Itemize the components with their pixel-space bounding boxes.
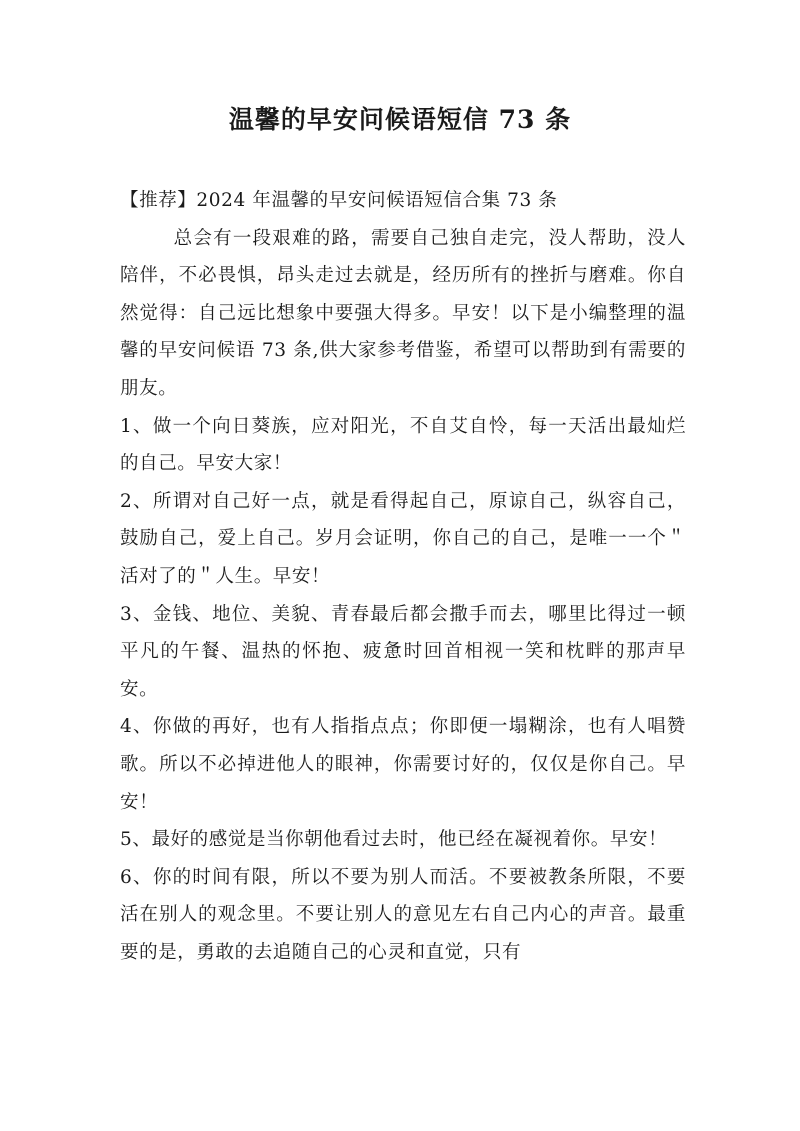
list-item-2: 2、所谓对自己好一点，就是看得起自己，原谅自己，纵容自己，鼓励自己，爱上自己。岁月会证明，你自己的自己，是唯一一个＂活对了的＂人生。早安！ <box>120 490 686 587</box>
list-item-5: 5、最好的感觉是当你朝他看过去时，他已经在凝视着你。早安！ <box>120 829 668 851</box>
list-item-1: 1、做一个向日葵族，应对阳光，不自艾自怜，每一天活出最灿烂的自己。早安大家！ <box>120 415 686 475</box>
intro-paragraph: 总会有一段艰难的路，需要自己独自走完，没人帮助，没人陪伴，不必畏惧，昂头走过去就是，经历所有的挫折与磨难。你自然觉得：自己远比想象中要强大得多。早安！以下是小编整理的温馨的早安问候语 73 条,供大家参考借鉴，希望可以帮助到有需要的朋友。 <box>120 227 686 399</box>
document-body <box>120 182 686 971</box>
document-title: 温馨的早安问候语短信 73 条 <box>228 105 572 134</box>
list-item-3: 3、金钱、地位、美貌、青春最后都会撒手而去，哪里比得过一顿平凡的午餐、温热的怀抱、疲惫时回首相视一笑和枕畔的那声早安。 <box>120 603 686 700</box>
list-item-6: 6、你的时间有限，所以不要为别人而活。不要被教条所限，不要活在别人的观念里。不要让别人的意见左右自己内心的声音。最重要的是，勇敢的去追随自己的心灵和直觉，只有 <box>120 866 686 963</box>
recommend-line: 【推荐】2024 年温馨的早安问候语短信合集 73 条 <box>120 190 558 211</box>
list-item-4: 4、你做的再好，也有人指指点点；你即便一塌糊涂，也有人唱赞歌。所以不必掉进他人的眼神，你需要讨好的，仅仅是你自己。早安！ <box>120 716 686 813</box>
